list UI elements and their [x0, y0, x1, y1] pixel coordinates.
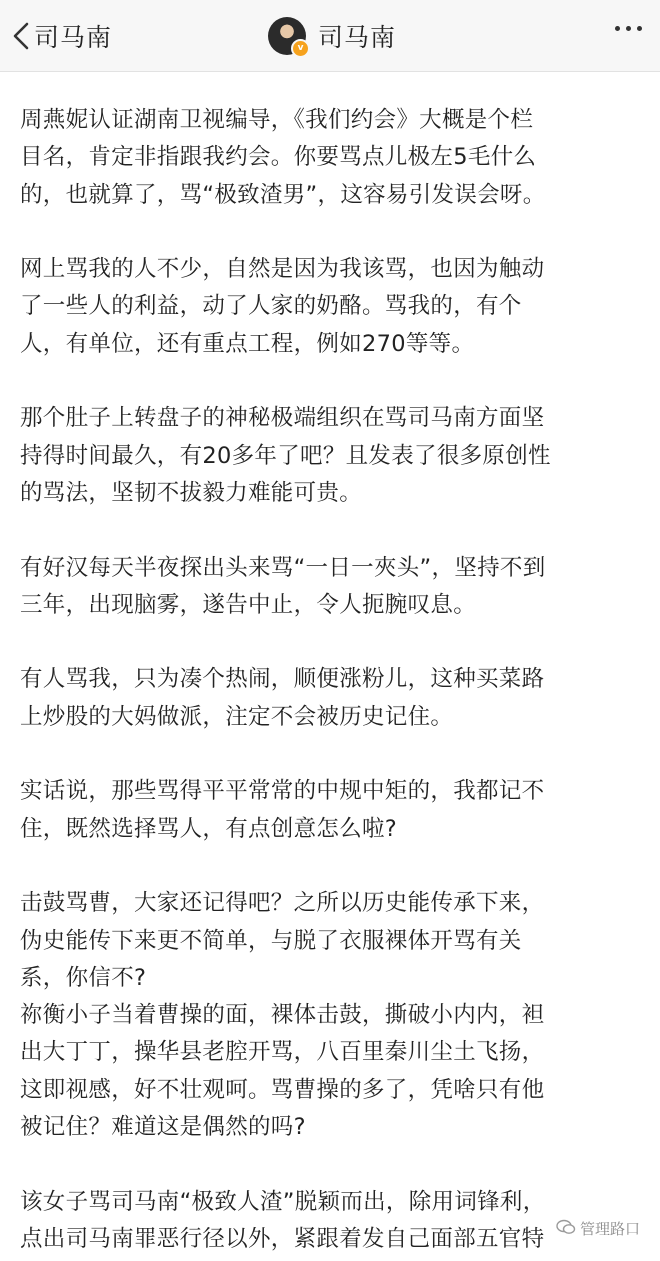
more-dot-icon	[615, 26, 620, 31]
paragraph-line: 有好汉每天半夜探出头来骂“一日一夾头”，坚持不到	[20, 554, 546, 581]
verified-badge-icon: v	[291, 39, 310, 58]
author-profile[interactable]	[268, 14, 396, 58]
more-options-button[interactable]	[615, 26, 642, 31]
paragraph-line: 人，有单位，还有重点工程，例如270等等。	[20, 330, 475, 357]
paragraph-line: 那个肚子上转盘子的神秘极端组织在骂司马南方面坚	[20, 405, 545, 432]
paragraph-line: 周燕妮认证湖南卫视编导，《我们约会》大概是个栏	[20, 107, 534, 133]
paragraph-line: 系，你信不?	[20, 964, 147, 991]
watermark-text: 管理路口	[579, 1220, 640, 1238]
paragraph-line: 目名，肯定非指跟我约会。你要骂点儿极左5毛什么	[20, 144, 537, 171]
paragraph-line: 的，也就算了，骂“极致渣男”，这容易引发误会呀。	[20, 181, 546, 208]
article-paragraph	[20, 102, 636, 214]
paragraph-line: 有人骂我，只为凑个热闹，顺便涨粉儿，这种买菜路	[20, 666, 545, 693]
back-label: 司马南	[34, 23, 113, 52]
paragraph-line: 了一些人的利益，动了人家的奶酪。骂我的，有个	[20, 293, 522, 320]
article-paragraph	[20, 885, 636, 1146]
article-paragraph	[20, 1184, 636, 1259]
paragraph-line: 点出司马南罪恶行径以外，紧跟着发自己面部五官特	[20, 1225, 545, 1252]
top-navigation-bar	[0, 0, 660, 72]
paragraph-line: 上炒股的大妈做派，注定不会被历史记住。	[20, 703, 454, 730]
article-paragraph	[20, 251, 636, 363]
avatar[interactable]	[268, 17, 306, 55]
paragraph-line: 住，既然选择骂人，有点创意怎么啦?	[20, 815, 398, 842]
paragraph-line: 这即视感，好不壮观呵。骂曹操的多了，凭啥只有他	[20, 1076, 545, 1103]
more-dot-icon	[626, 26, 631, 31]
back-button[interactable]	[10, 14, 112, 58]
article-paragraph	[20, 400, 636, 512]
paragraph-line: 该女子骂司马南“极致人渣”脱颖而出，除用词锋利，	[20, 1188, 546, 1215]
paragraph-line: 伪史能传下来更不简单，与脱了衣服裸体开骂有关	[20, 927, 522, 954]
paragraph-line: 网上骂我的人不少，自然是因为我该骂，也因为触动	[20, 256, 545, 283]
paragraph-line: 的骂法，坚韧不拔毅力难能可贵。	[20, 479, 363, 506]
paragraph-line: 持得时间最久，有20多年了吧？且发表了很多原创性	[20, 442, 551, 469]
article-body	[20, 102, 636, 1261]
chevron-left-icon	[10, 21, 32, 51]
paragraph-line: 击鼓骂曹，大家还记得吧？之所以历史能传承下来，	[20, 890, 545, 917]
article-paragraph	[20, 661, 636, 736]
paragraph-line: 祢衡小子当着曹操的面，裸体击鼓，撕破小内内，袒	[20, 1002, 545, 1029]
paragraph-line: 出大丁丁，操华县老腔开骂，八百里秦川尘土飞扬，	[20, 1039, 545, 1066]
paragraph-line: 三年，出现脑雾，遂告中止，令人扼腕叹息。	[20, 591, 477, 618]
more-dot-icon	[637, 26, 642, 31]
paragraph-line: 被记住？难道这是偶然的吗?	[20, 1114, 306, 1141]
wechat-logo-icon	[556, 1219, 576, 1239]
watermark	[556, 1218, 640, 1239]
article-paragraph	[20, 550, 636, 625]
article-paragraph	[20, 773, 636, 848]
author-name: 司马南	[318, 23, 397, 52]
paragraph-line: 实话说，那些骂得平平常常的中规中矩的，我都记不	[20, 778, 545, 805]
